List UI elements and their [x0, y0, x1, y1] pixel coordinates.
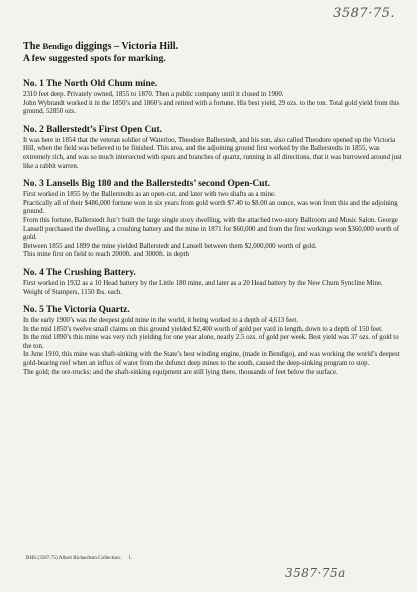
- section-paragraph: From this fortune, Ballerstedt Jun’r built the large single story dwelling, with the attached two-story Ballroom and Music Salon. George Lansell purchased the dwelling, a crushing battery and the mine in 1871 for $60,000 and from the first workings won $360,000 worth of gold.: [23, 216, 400, 242]
- footer-reference: BHS (3587.75) Albert Richardson Collection.: [26, 555, 122, 561]
- footer-page-number: 1.: [128, 555, 133, 561]
- section-paragraph: Weight of Stampers, 1150 lbs. each.: [23, 288, 123, 296]
- sections-list: [23, 79, 408, 377]
- section-paragraph: Between 1855 and 1899 the mine yielded Ballerstedt and Lansell between them $2,000,000 worth of gold.: [23, 242, 317, 250]
- title-prefix: The: [23, 41, 43, 52]
- section-heading: No. 4 The Crushing Battery.: [23, 267, 136, 278]
- section-paragraph: First worked in 1855 by the Ballerstedts as an open-cut, and later with two shafts as a mine.: [23, 191, 276, 199]
- section-paragraph: John Wybrandt worked it in the 1850’s and 1860’s and retired with a fortune. His best yield, 29 ozs. to the ton. Total gold yield from this ground, 52850 ozs.: [23, 99, 400, 116]
- footer: [26, 555, 138, 561]
- section-3: [23, 179, 408, 260]
- section-5: [23, 305, 408, 377]
- page-subtitle: A few suggested spots for marking.: [23, 53, 166, 64]
- section-heading: No. 1 The North Old Chum mine.: [23, 79, 158, 89]
- section-paragraph: First worked in 1932 as a 10 Head battery by the Little 180 mine, and later as a 20 Head battery by the New Chum Syncline Mine.: [23, 279, 383, 287]
- title-bendigo: Bendigo: [42, 41, 73, 51]
- section-2: [23, 125, 408, 171]
- document-body: [23, 40, 408, 385]
- section-paragraph: In the mid 1850’s twelve small claims on this ground yielded $2,400 worth of gold per yard in length, down to a depth of 150 feet.: [23, 325, 383, 333]
- section-4: [23, 268, 408, 297]
- title-rest: diggings – Victoria Hill.: [72, 41, 179, 52]
- section-heading: No. 2 Ballerstedt’s First Open Cut.: [23, 124, 162, 135]
- section-paragraph: In the early 1900’s was the deepest gold mine in the world, it being worked to a depth of 4,613 feet.: [23, 317, 298, 325]
- section-heading: No. 3 Lansells Big 180 and the Ballerstedts’ second Open-Cut.: [23, 179, 270, 190]
- section-1: [23, 79, 408, 117]
- section-paragraph: Practically all of their $486,000 fortune won in six years from gold worth $7.40 to $8.00 an ounce, was won from this and the adjoining ground.: [23, 199, 398, 216]
- section-paragraph: In the mid 1890’s this mine was very rich yielding for one year alone, nearly 2.5 ozs. of gold per week. Best yield was 37 ozs. of gold to the ton.: [23, 334, 399, 350]
- page-title: [23, 40, 408, 53]
- section-paragraph: 2310 feet deep. Privately owned, 1855 to 1870. Then a public company until it closed in 1900.: [23, 91, 284, 98]
- section-heading: No. 5 The Victoria Quartz.: [23, 305, 130, 316]
- section-paragraph: It was here in 1854 that the veteran soldier of Waterloo, Theodore Ballerstedt, and his son, also called Theodore opened up the Victoria Hill, when the field was believed to be finished. This area, and the adjoining ground first worked by the Ballerstedts in 1855, was extremely rich, and was so much intersected with spurs and branches of quartz, running in all directions, that it was burrowed around just like a rabbit warren.: [23, 136, 402, 170]
- handwritten-catalogue-number-bottom: 3587·75a: [285, 566, 346, 580]
- handwritten-catalogue-number: 3587·75.: [333, 6, 395, 21]
- section-paragraph: In June 1910, this mine was shaft-sinking with the State’s best winding engine, (made in Bendigo), and was working the world’s deepest gold-bearing reef when an influx of water from the defunct deep mines to the south, caused the deep-sinking program to stop.: [23, 351, 400, 368]
- section-paragraph: The gold; the ore-trucks; and the shaft-sinking equipment are still lying there, thousands of feet below the surface.: [23, 368, 338, 376]
- section-paragraph: This mine first on field to reach 2000ft. and 3000ft. in depth: [23, 251, 189, 259]
